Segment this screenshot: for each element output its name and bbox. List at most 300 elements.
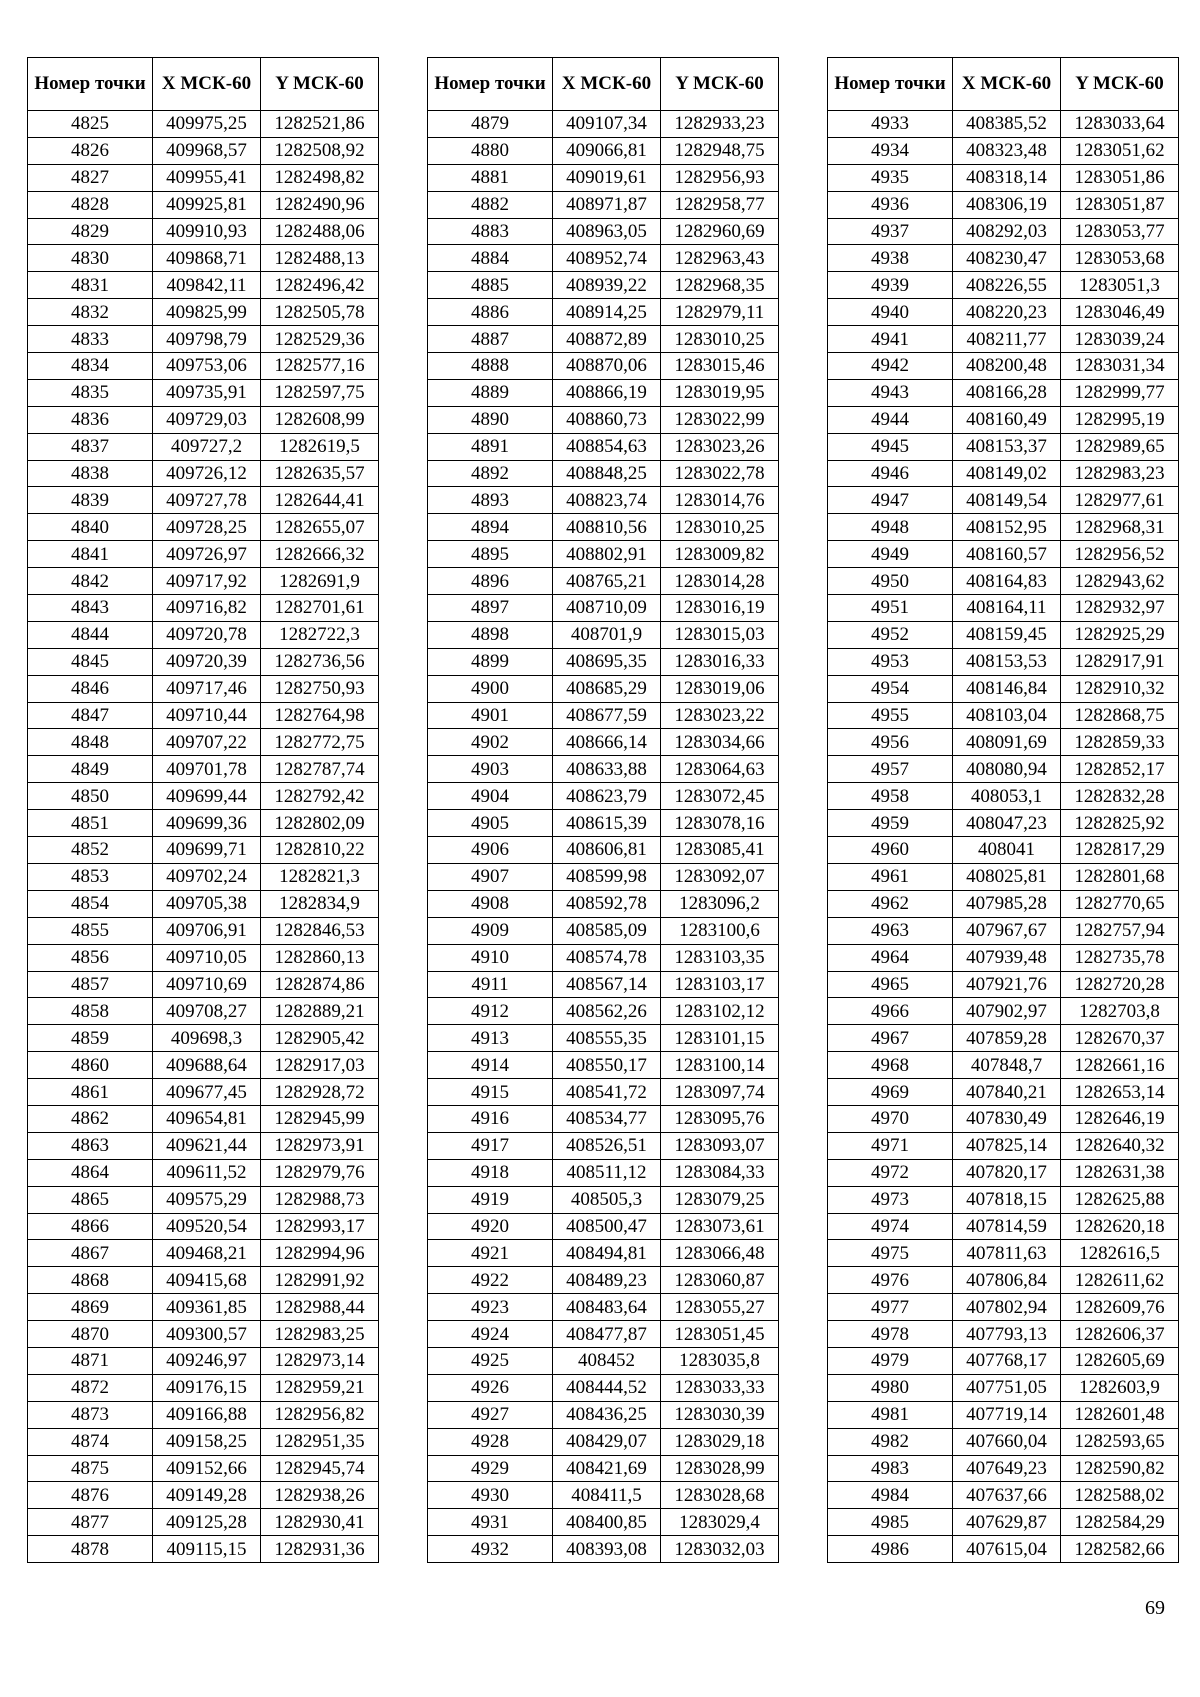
- table-row: [28, 621, 379, 648]
- cell-x: 408164,83: [953, 568, 1061, 595]
- cell-x: 408091,69: [953, 729, 1061, 756]
- table-header-row: [428, 58, 779, 111]
- cell-x: 409677,45: [153, 1079, 261, 1106]
- table-row: [828, 218, 1179, 245]
- cell-y: 1283030,39: [661, 1401, 779, 1428]
- cell-point-number: 4862: [28, 1105, 153, 1132]
- table-row: [28, 648, 379, 675]
- coordinates-table-1: [27, 57, 379, 1563]
- cell-y: 1282490,96: [261, 191, 379, 218]
- header-x: X МСК-60: [953, 58, 1061, 111]
- cell-point-number: 4833: [28, 326, 153, 353]
- cell-y: 1283051,86: [1061, 164, 1179, 191]
- cell-x: 407802,94: [953, 1294, 1061, 1321]
- cell-x: 408555,35: [553, 1025, 661, 1052]
- cell-x: 409728,25: [153, 514, 261, 541]
- cell-y: 1282868,75: [1061, 702, 1179, 729]
- table-row: [428, 944, 779, 971]
- table-row: [428, 1455, 779, 1482]
- cell-x: 409726,97: [153, 541, 261, 568]
- cell-y: 1283100,6: [661, 917, 779, 944]
- cell-x: 408810,56: [553, 514, 661, 541]
- table-row: [28, 1482, 379, 1509]
- cell-point-number: 4909: [428, 917, 553, 944]
- table-row: [28, 1428, 379, 1455]
- cell-point-number: 4965: [828, 971, 953, 998]
- table-row: [428, 137, 779, 164]
- cell-y: 1283033,64: [1061, 111, 1179, 138]
- cell-point-number: 4901: [428, 702, 553, 729]
- cell-y: 1283032,03: [661, 1536, 779, 1563]
- cell-y: 1283051,45: [661, 1321, 779, 1348]
- cell-x: 408452: [553, 1347, 661, 1374]
- cell-y: 1282619,5: [261, 433, 379, 460]
- cell-point-number: 4864: [28, 1159, 153, 1186]
- cell-point-number: 4885: [428, 272, 553, 299]
- cell-x: 407814,59: [953, 1213, 1061, 1240]
- cell-x: 408685,29: [553, 675, 661, 702]
- cell-y: 1282988,73: [261, 1186, 379, 1213]
- table-row: [28, 1455, 379, 1482]
- cell-x: 408633,88: [553, 756, 661, 783]
- cell-x: 408585,09: [553, 917, 661, 944]
- table-row: [28, 1105, 379, 1132]
- cell-y: 1282979,11: [661, 299, 779, 326]
- cell-x: 408860,73: [553, 406, 661, 433]
- cell-point-number: 4942: [828, 353, 953, 380]
- table-row: [28, 541, 379, 568]
- cell-x: 408164,11: [953, 595, 1061, 622]
- table-row: [28, 1079, 379, 1106]
- cell-x: 408323,48: [953, 137, 1061, 164]
- cell-y: 1282860,13: [261, 944, 379, 971]
- cell-point-number: 4923: [428, 1294, 553, 1321]
- table-row: [428, 111, 779, 138]
- cell-x: 409699,71: [153, 837, 261, 864]
- cell-point-number: 4902: [428, 729, 553, 756]
- cell-x: 407921,76: [953, 971, 1061, 998]
- cell-point-number: 4873: [28, 1401, 153, 1428]
- cell-point-number: 4949: [828, 541, 953, 568]
- cell-x: 407902,97: [953, 998, 1061, 1025]
- table-row: [28, 863, 379, 890]
- cell-y: 1283034,66: [661, 729, 779, 756]
- cell-y: 1282979,76: [261, 1159, 379, 1186]
- cell-y: 1282852,17: [1061, 756, 1179, 783]
- cell-y: 1282956,52: [1061, 541, 1179, 568]
- table-row: [428, 191, 779, 218]
- cell-y: 1283022,78: [661, 460, 779, 487]
- cell-x: 408866,19: [553, 379, 661, 406]
- table-row: [828, 272, 1179, 299]
- cell-y: 1282834,9: [261, 890, 379, 917]
- cell-x: 409717,46: [153, 675, 261, 702]
- cell-point-number: 4847: [28, 702, 153, 729]
- cell-x: 409702,24: [153, 863, 261, 890]
- cell-y: 1282505,78: [261, 299, 379, 326]
- cell-x: 408483,64: [553, 1294, 661, 1321]
- cell-point-number: 4939: [828, 272, 953, 299]
- cell-x: 409621,44: [153, 1132, 261, 1159]
- table-row: [828, 406, 1179, 433]
- cell-point-number: 4875: [28, 1455, 153, 1482]
- cell-y: 1283103,17: [661, 971, 779, 998]
- cell-y: 1283016,19: [661, 595, 779, 622]
- cell-point-number: 4888: [428, 353, 553, 380]
- cell-y: 1283092,07: [661, 863, 779, 890]
- cell-point-number: 4930: [428, 1482, 553, 1509]
- cell-point-number: 4877: [28, 1509, 153, 1536]
- cell-x: 409707,22: [153, 729, 261, 756]
- table-row: [828, 1105, 1179, 1132]
- cell-y: 1282832,28: [1061, 783, 1179, 810]
- cell-point-number: 4865: [28, 1186, 153, 1213]
- cell-x: 409753,06: [153, 353, 261, 380]
- cell-x: 409910,93: [153, 218, 261, 245]
- cell-y: 1282625,88: [1061, 1186, 1179, 1213]
- table-header-row: [28, 58, 379, 111]
- cell-point-number: 4983: [828, 1455, 953, 1482]
- cell-y: 1282608,99: [261, 406, 379, 433]
- table-row: [828, 299, 1179, 326]
- cell-x: 409152,66: [153, 1455, 261, 1482]
- cell-y: 1283085,41: [661, 837, 779, 864]
- cell-x: 408802,91: [553, 541, 661, 568]
- table-row: [428, 729, 779, 756]
- table-row: [428, 1267, 779, 1294]
- cell-x: 409968,57: [153, 137, 261, 164]
- cell-y: 1283060,87: [661, 1267, 779, 1294]
- table-row: [828, 837, 1179, 864]
- cell-y: 1283028,68: [661, 1482, 779, 1509]
- cell-y: 1282925,29: [1061, 621, 1179, 648]
- cell-point-number: 4966: [828, 998, 953, 1025]
- table-row: [428, 326, 779, 353]
- cell-point-number: 4957: [828, 756, 953, 783]
- cell-y: 1282488,06: [261, 218, 379, 245]
- cell-point-number: 4859: [28, 1025, 153, 1052]
- cell-point-number: 4900: [428, 675, 553, 702]
- cell-y: 1282958,77: [661, 191, 779, 218]
- cell-point-number: 4883: [428, 218, 553, 245]
- cell-x: 408623,79: [553, 783, 661, 810]
- table-row: [28, 1132, 379, 1159]
- cell-point-number: 4832: [28, 299, 153, 326]
- table-row: [828, 971, 1179, 998]
- cell-point-number: 4880: [428, 137, 553, 164]
- cell-point-number: 4945: [828, 433, 953, 460]
- table-row: [28, 568, 379, 595]
- page-number: 69: [1145, 1597, 1165, 1619]
- table-row: [428, 1321, 779, 1348]
- cell-y: 1283010,25: [661, 514, 779, 541]
- cell-y: 1282772,75: [261, 729, 379, 756]
- table-row: [428, 460, 779, 487]
- table-row: [28, 406, 379, 433]
- cell-x: 408211,77: [953, 326, 1061, 353]
- cell-y: 1282498,82: [261, 164, 379, 191]
- cell-point-number: 4882: [428, 191, 553, 218]
- cell-x: 408823,74: [553, 487, 661, 514]
- cell-x: 409698,3: [153, 1025, 261, 1052]
- cell-point-number: 4895: [428, 541, 553, 568]
- cell-x: 408306,19: [953, 191, 1061, 218]
- cell-point-number: 4916: [428, 1105, 553, 1132]
- cell-x: 407806,84: [953, 1267, 1061, 1294]
- cell-x: 408677,59: [553, 702, 661, 729]
- table-row: [828, 595, 1179, 622]
- cell-y: 1282938,26: [261, 1482, 379, 1509]
- table-row: [428, 1132, 779, 1159]
- table-row: [28, 1240, 379, 1267]
- cell-y: 1282983,23: [1061, 460, 1179, 487]
- cell-point-number: 4941: [828, 326, 953, 353]
- cell-x: 408567,14: [553, 971, 661, 998]
- cell-y: 1283023,26: [661, 433, 779, 460]
- cell-y: 1283015,03: [661, 621, 779, 648]
- cell-y: 1282956,93: [661, 164, 779, 191]
- cell-y: 1282787,74: [261, 756, 379, 783]
- cell-y: 1282889,21: [261, 998, 379, 1025]
- cell-point-number: 4971: [828, 1132, 953, 1159]
- cell-x: 408606,81: [553, 837, 661, 864]
- cell-x: 409246,97: [153, 1347, 261, 1374]
- table-row: [428, 998, 779, 1025]
- cell-y: 1283064,63: [661, 756, 779, 783]
- cell-y: 1282933,23: [661, 111, 779, 138]
- cell-x: 407818,15: [953, 1186, 1061, 1213]
- cell-point-number: 4935: [828, 164, 953, 191]
- cell-y: 1282959,21: [261, 1374, 379, 1401]
- table-row: [828, 1294, 1179, 1321]
- cell-y: 1282988,44: [261, 1294, 379, 1321]
- cell-y: 1282601,48: [1061, 1401, 1179, 1428]
- cell-point-number: 4849: [28, 756, 153, 783]
- cell-point-number: 4952: [828, 621, 953, 648]
- cell-x: 408599,98: [553, 863, 661, 890]
- cell-point-number: 4872: [28, 1374, 153, 1401]
- cell-point-number: 4891: [428, 433, 553, 460]
- table-row: [28, 595, 379, 622]
- cell-x: 408615,39: [553, 810, 661, 837]
- header-x: X МСК-60: [553, 58, 661, 111]
- table-row: [28, 1025, 379, 1052]
- cell-point-number: 4829: [28, 218, 153, 245]
- cell-y: 1282810,22: [261, 837, 379, 864]
- cell-y: 1282582,66: [1061, 1536, 1179, 1563]
- cell-y: 1282529,36: [261, 326, 379, 353]
- table-row: [828, 460, 1179, 487]
- table-row: [828, 487, 1179, 514]
- table-row: [828, 379, 1179, 406]
- cell-y: 1282584,29: [1061, 1509, 1179, 1536]
- cell-x: 408500,47: [553, 1213, 661, 1240]
- table-row: [828, 1052, 1179, 1079]
- table-row: [28, 1321, 379, 1348]
- cell-x: 409798,79: [153, 326, 261, 353]
- table-row: [428, 648, 779, 675]
- cell-x: 409415,68: [153, 1267, 261, 1294]
- cell-y: 1282968,35: [661, 272, 779, 299]
- cell-x: 408710,09: [553, 595, 661, 622]
- table-row: [428, 1213, 779, 1240]
- cell-x: 408541,72: [553, 1079, 661, 1106]
- table-row: [428, 863, 779, 890]
- cell-x: 409705,38: [153, 890, 261, 917]
- cell-point-number: 4905: [428, 810, 553, 837]
- table-row: [428, 1025, 779, 1052]
- table-row: [428, 971, 779, 998]
- cell-x: 408489,23: [553, 1267, 661, 1294]
- cell-point-number: 4839: [28, 487, 153, 514]
- table-row: [828, 648, 1179, 675]
- cell-y: 1282995,19: [1061, 406, 1179, 433]
- cell-point-number: 4917: [428, 1132, 553, 1159]
- cell-point-number: 4926: [428, 1374, 553, 1401]
- cell-point-number: 4840: [28, 514, 153, 541]
- cell-y: 1283023,22: [661, 702, 779, 729]
- cell-point-number: 4846: [28, 675, 153, 702]
- cell-x: 407637,66: [953, 1482, 1061, 1509]
- cell-y: 1283101,15: [661, 1025, 779, 1052]
- cell-y: 1283055,27: [661, 1294, 779, 1321]
- cell-x: 408153,37: [953, 433, 1061, 460]
- cell-x: 408526,51: [553, 1132, 661, 1159]
- cell-point-number: 4835: [28, 379, 153, 406]
- cell-y: 1282931,36: [261, 1536, 379, 1563]
- cell-point-number: 4961: [828, 863, 953, 890]
- cell-x: 408292,03: [953, 218, 1061, 245]
- cell-y: 1283078,16: [661, 810, 779, 837]
- table-row: [428, 890, 779, 917]
- table-row: [428, 272, 779, 299]
- cell-y: 1282703,8: [1061, 998, 1179, 1025]
- cell-point-number: 4919: [428, 1186, 553, 1213]
- table-row: [28, 191, 379, 218]
- cell-point-number: 4834: [28, 353, 153, 380]
- cell-point-number: 4842: [28, 568, 153, 595]
- cell-point-number: 4874: [28, 1428, 153, 1455]
- cell-x: 408854,63: [553, 433, 661, 460]
- table-row: [428, 783, 779, 810]
- cell-point-number: 4951: [828, 595, 953, 622]
- cell-y: 1283028,99: [661, 1455, 779, 1482]
- table-row: [28, 137, 379, 164]
- cell-point-number: 4858: [28, 998, 153, 1025]
- cell-point-number: 4863: [28, 1132, 153, 1159]
- cell-y: 1282646,19: [1061, 1105, 1179, 1132]
- cell-x: 409868,71: [153, 245, 261, 272]
- cell-x: 408952,74: [553, 245, 661, 272]
- cell-point-number: 4915: [428, 1079, 553, 1106]
- cell-point-number: 4890: [428, 406, 553, 433]
- table-row: [828, 1374, 1179, 1401]
- cell-point-number: 4954: [828, 675, 953, 702]
- cell-point-number: 4962: [828, 890, 953, 917]
- cell-y: 1282945,74: [261, 1455, 379, 1482]
- cell-point-number: 4927: [428, 1401, 553, 1428]
- table-row: [828, 998, 1179, 1025]
- cell-x: 407967,67: [953, 917, 1061, 944]
- cell-y: 1283093,07: [661, 1132, 779, 1159]
- cell-point-number: 4893: [428, 487, 553, 514]
- cell-point-number: 4860: [28, 1052, 153, 1079]
- cell-y: 1282661,16: [1061, 1052, 1179, 1079]
- table-row: [428, 1536, 779, 1563]
- cell-x: 409176,15: [153, 1374, 261, 1401]
- header-y: Y МСК-60: [661, 58, 779, 111]
- cell-point-number: 4837: [28, 433, 153, 460]
- table-row: [28, 245, 379, 272]
- cell-y: 1282691,9: [261, 568, 379, 595]
- cell-y: 1282640,32: [1061, 1132, 1179, 1159]
- table-row: [428, 164, 779, 191]
- cell-x: 407629,87: [953, 1509, 1061, 1536]
- table-row: [828, 514, 1179, 541]
- cell-point-number: 4985: [828, 1509, 953, 1536]
- table-row: [428, 1186, 779, 1213]
- cell-x: 408160,57: [953, 541, 1061, 568]
- cell-y: 1283046,49: [1061, 299, 1179, 326]
- cell-point-number: 4911: [428, 971, 553, 998]
- cell-x: 409300,57: [153, 1321, 261, 1348]
- cell-x: 408025,81: [953, 863, 1061, 890]
- table-row: [28, 998, 379, 1025]
- cell-x: 408494,81: [553, 1240, 661, 1267]
- table-row: [28, 353, 379, 380]
- cell-point-number: 4825: [28, 111, 153, 138]
- table-row: [828, 890, 1179, 917]
- cell-y: 1283103,35: [661, 944, 779, 971]
- cell-x: 407820,17: [953, 1159, 1061, 1186]
- cell-y: 1282910,32: [1061, 675, 1179, 702]
- table-row: [28, 810, 379, 837]
- cell-point-number: 4845: [28, 648, 153, 675]
- cell-x: 409727,78: [153, 487, 261, 514]
- cell-y: 1283084,33: [661, 1159, 779, 1186]
- cell-y: 1283014,76: [661, 487, 779, 514]
- table-row: [428, 568, 779, 595]
- table-row: [428, 1105, 779, 1132]
- table-row: [828, 1132, 1179, 1159]
- cell-point-number: 4981: [828, 1401, 953, 1428]
- table-row: [28, 1213, 379, 1240]
- cell-point-number: 4953: [828, 648, 953, 675]
- cell-point-number: 4934: [828, 137, 953, 164]
- cell-y: 1283079,25: [661, 1186, 779, 1213]
- cell-y: 1282670,37: [1061, 1025, 1179, 1052]
- cell-y: 1282983,25: [261, 1321, 379, 1348]
- table-row: [428, 1509, 779, 1536]
- cell-point-number: 4925: [428, 1347, 553, 1374]
- cell-y: 1282963,43: [661, 245, 779, 272]
- table-row: [428, 514, 779, 541]
- table-row: [828, 1186, 1179, 1213]
- cell-x: 408400,85: [553, 1509, 661, 1536]
- cell-point-number: 4867: [28, 1240, 153, 1267]
- cell-point-number: 4922: [428, 1267, 553, 1294]
- cell-point-number: 4978: [828, 1321, 953, 1348]
- cell-y: 1283095,76: [661, 1105, 779, 1132]
- table-row: [428, 1159, 779, 1186]
- cell-y: 1283066,48: [661, 1240, 779, 1267]
- cell-point-number: 4938: [828, 245, 953, 272]
- cell-point-number: 4908: [428, 890, 553, 917]
- cell-x: 409701,78: [153, 756, 261, 783]
- table-row: [428, 595, 779, 622]
- cell-point-number: 4982: [828, 1428, 953, 1455]
- cell-y: 1282956,82: [261, 1401, 379, 1428]
